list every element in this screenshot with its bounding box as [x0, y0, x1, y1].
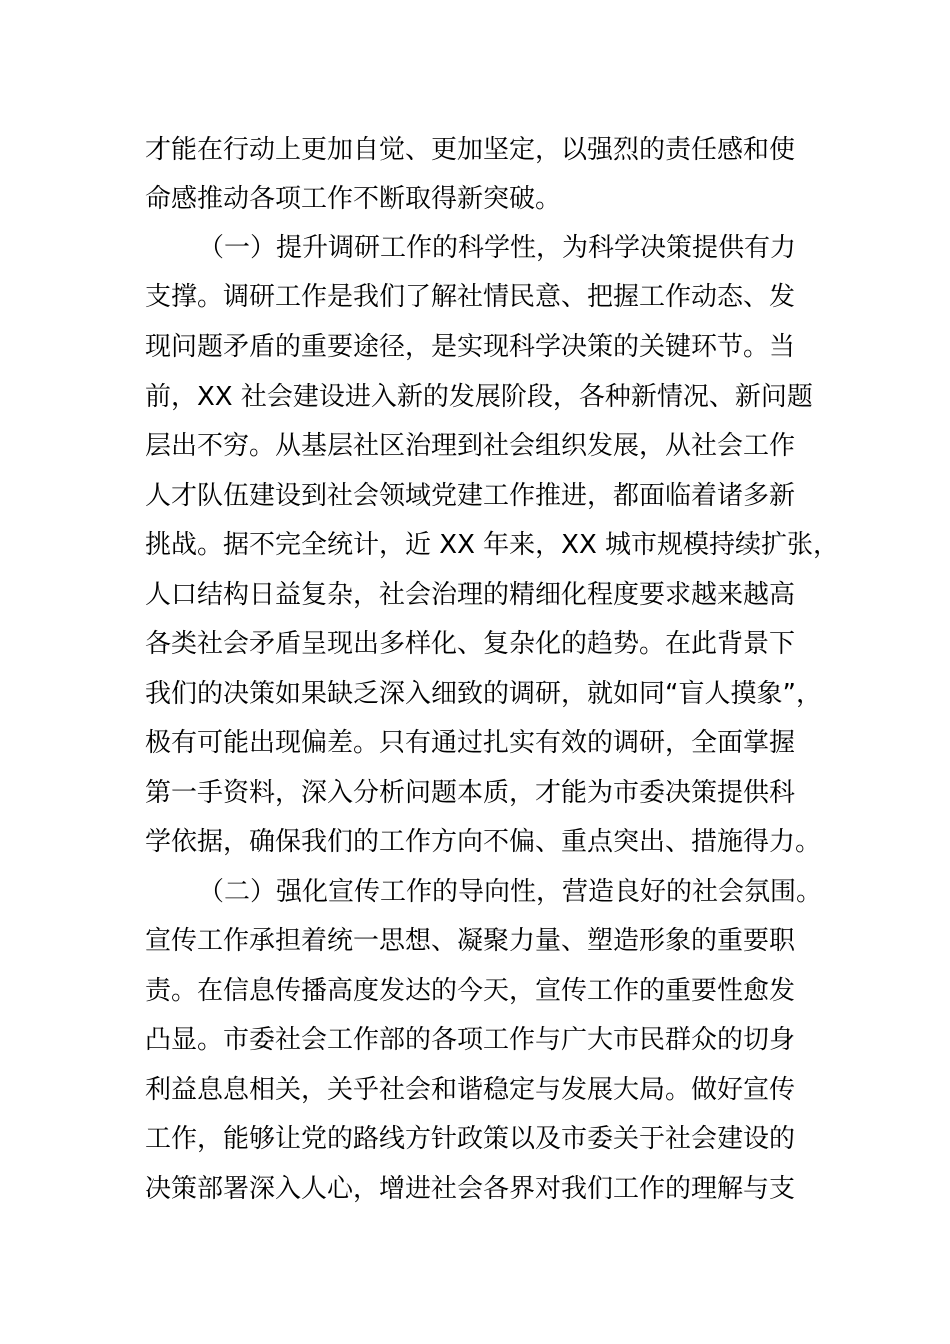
paragraph-line-11: 各类社会矛盾呈现出多样化、复杂化的趋势。在此背景下 — [145, 629, 796, 659]
paragraph-line-6: 前，XX 社会建设进入新的发展阶段，各种新情况、新问题 — [145, 382, 813, 412]
section-heading-2: （二）强化宣传工作的导向性，营造良好的社会氛围。 — [198, 877, 823, 907]
paragraph-line-15: 学依据，确保我们的工作方向不偏、重点突出、措施得力。 — [145, 827, 822, 857]
paragraph-line-5: 现问题矛盾的重要途径，是实现科学决策的关键环节。当 — [145, 332, 796, 362]
paragraph-line-13: 极有可能出现偏差。只有通过扎实有效的调研，全面掌握 — [145, 728, 796, 758]
section-heading-1: （一）提升调研工作的科学性，为科学决策提供有力 — [198, 233, 797, 263]
paragraph-line-21: 工作，能够让党的路线方针政策以及市委关于社会建设的 — [145, 1124, 796, 1154]
paragraph-line-19: 凸显。市委社会工作部的各项工作与广大市民群众的切身 — [145, 1025, 796, 1055]
paragraph-line-7: 层出不穷。从基层社区治理到社会组织发展，从社会工作 — [145, 431, 796, 461]
paragraph-line-22: 决策部署深入人心，增进社会各界对我们工作的理解与支 — [145, 1174, 796, 1204]
paragraph-line-1: 才能在行动上更加自觉、更加坚定，以强烈的责任感和使 — [145, 135, 796, 165]
paragraph-line-17: 宣传工作承担着统一思想、凝聚力量、塑造形象的重要职 — [145, 926, 796, 956]
paragraph-line-2: 命感推动各项工作不断取得新突破。 — [145, 184, 562, 214]
paragraph-line-18: 责。在信息传播高度发达的今天，宣传工作的重要性愈发 — [145, 976, 796, 1006]
paragraph-line-9: 挑战。据不完全统计，近 XX 年来，XX 城市规模持续扩张， — [145, 530, 840, 560]
paragraph-line-20: 利益息息相关，关乎社会和谐稳定与发展大局。做好宣传 — [145, 1075, 796, 1105]
paragraph-line-14: 第一手资料，深入分析问题本质，才能为市委决策提供科 — [145, 778, 796, 808]
paragraph-line-8: 人才队伍建设到社会领域党建工作推进，都面临着诸多新 — [145, 481, 796, 511]
paragraph-line-10: 人口结构日益复杂，社会治理的精细化程度要求越来越高 — [145, 580, 796, 610]
paragraph-line-12: 我们的决策如果缺乏深入细致的调研，就如同“盲人摸象”， — [145, 679, 822, 709]
paragraph-line-4: 支撑。调研工作是我们了解社情民意、把握工作动态、发 — [145, 282, 796, 312]
